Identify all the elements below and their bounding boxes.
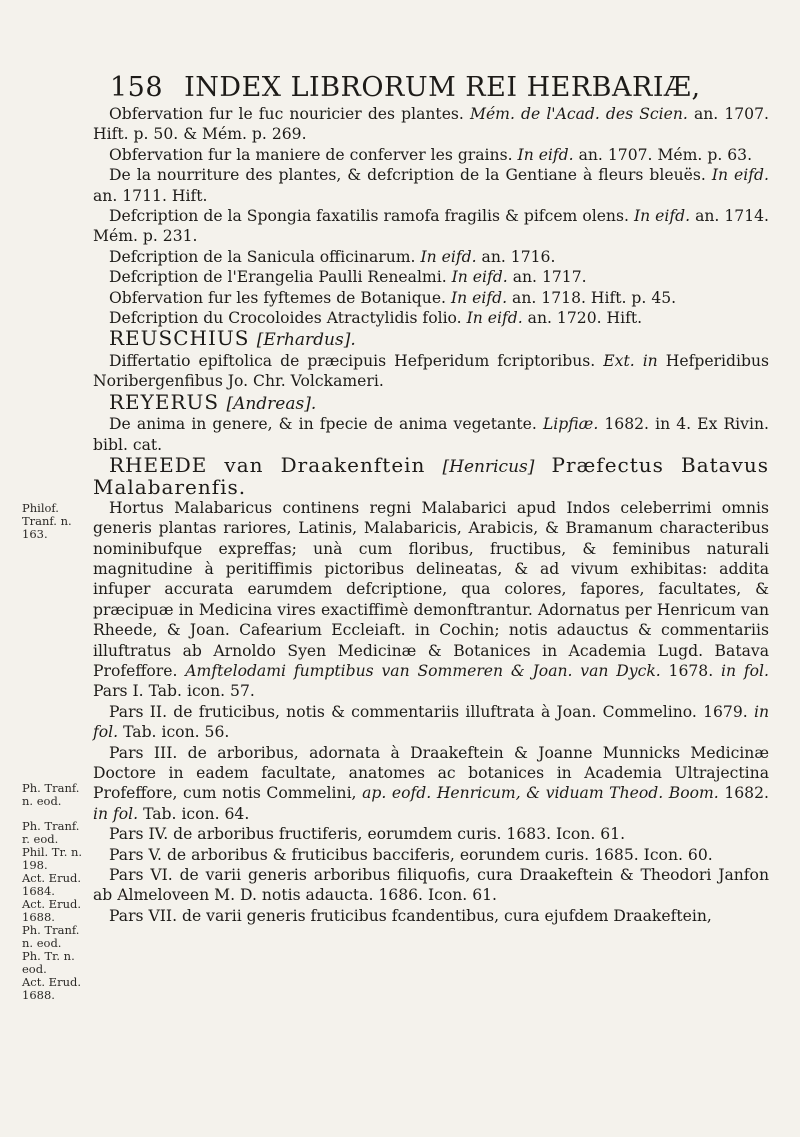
margin-note: Ph. Tranf. n. eod. <box>22 923 80 950</box>
index-entry: Pars II. de fruticibus, notis & commentariis illuftrata à Joan. Commelino. 1679. in fol. Tab. icon. 56. <box>93 702 769 742</box>
index-entry: Pars VII. de varii generis fruticibus fcandentibus, cura ejufdem Draakeftein, <box>109 906 712 925</box>
index-entry: Defcription de la Sanicula officinarum. In eifd. an. 1716. <box>109 247 556 266</box>
running-title: INDEX LIBRORUM REI HERBARIÆ, <box>184 72 701 103</box>
index-entry: Pars III. de arboribus, adornata à Draakeftein & Joanne Munnicks Medicinæ Doctore in eadem facultate, anatomes ac botanices in Academia Ultrajectina Profeffore, cum notis Commelini, ap. eofd. Henricum, & viduam Theod. Boom. 1682. in fol. Tab. icon. 64. <box>93 743 769 823</box>
index-entry: Defcription du Crocoloides Atractylidis folio. In eifd. an. 1720. Hift. <box>109 309 643 328</box>
index-entry: Hortus Malabaricus continens regni Malabarici apud Indos celeberrimi omnis generis plantas rariores, Latinis, Malabaricis, Arabicis, & Bramanum characteribus nominibufque expreffas; unà cum floribus, fructibus, & feminibus naturali magnitudine à peritiffimis pictoribus delineatas, & ad vivum exhibitas: addita infuper accurata earumdem defcriptione, qua colores, fapores, facultates, & præcipuæ in Medicina vires exactiffimè demonftrantur. Adornatus per Henricum van Rheede, & Joan. Cafearium Eccleiaft. in Cochin; notis adauctus & commentariis illuftratus ab Arnoldo Syen Medicinæ & Botanices in Academia Lugd. Batava Profeffore. Amftelodami fumptibus van Sommeren & Joan. van Dyck. 1678. in fol. Pars I. Tab. icon. 57. <box>93 498 769 701</box>
index-entry: Pars IV. de arboribus fructiferis, eorumdem curis. 1683. Icon. 61. <box>109 825 626 844</box>
margin-note: Act. Erud. 1688. <box>22 897 81 924</box>
index-entry: Differtatio epiftolica de præcipuis Hefperidum fcriptoribus. Ext. in Hefperidibus Noribergenfibus Jo. Chr. Volckameri. <box>93 351 769 391</box>
author-heading: REUSCHIUS [Erhardus]. <box>109 326 356 351</box>
margin-note: Philof. Tranf. n. 163. <box>22 501 72 541</box>
index-entry: Obfervation fur le fuc nouricier des plantes. Mém. de l'Acad. des Scien. an. 1707. Hift. p. 50. & Mém. p. 269. <box>93 105 769 144</box>
author-heading: REYERUS [Andreas]. <box>109 389 317 414</box>
index-body <box>93 104 769 926</box>
index-entry: Obfervation fur la maniere de conferver les grains. In eifd. an. 1707. Mém. p. 63. <box>109 145 753 164</box>
margin-note: Ph. Tr. n. eod. <box>22 949 75 976</box>
index-entry: Defcription de la Spongia faxatilis ramofa fragilis & pifcem olens. In eifd. an. 1714. Mém. p. 231. <box>93 207 769 246</box>
index-entry: Pars VI. de varii generis arboribus filiquofis, cura Draakeftein & Theodori Janfon ab Almeloveen M. D. notis adaucta. 1686. Icon. 61. <box>93 866 769 905</box>
index-entry: De anima in genere, & in fpecie de anima vegetante. Lipfiæ. 1682. in 4. Ex Rivin. bibl. cat. <box>93 415 769 454</box>
running-header <box>110 72 770 103</box>
margin-note: Phil. Tr. n. 198. <box>22 845 83 872</box>
index-entry: Pars V. de arboribus & fruticibus bacciferis, eorundem curis. 1685. Icon. 60. <box>109 845 713 864</box>
margin-note: Act. Erud. 1688. <box>22 975 81 1002</box>
margin-note: Act. Erud. 1684. <box>22 871 81 898</box>
margin-note: Ph. Tranf. r. eod. <box>22 819 80 846</box>
index-entry: Obfervation fur les fyftemes de Botanique. In eifd. an. 1718. Hift. p. 45. <box>109 288 677 307</box>
index-entry: De la nourriture des plantes, & defcription de la Gentiane à fleurs bleuës. In eifd. an. 1711. Hift. <box>93 166 769 205</box>
author-heading: RHEEDE van Draakenftein [Henricus] Præfectus Batavus Malabarenfis. <box>93 452 770 500</box>
index-entry: Defcription de l'Erangelia Paulli Renealmi. In eifd. an. 1717. <box>109 268 587 287</box>
margin-note: Ph. Tranf. n. eod. <box>22 781 80 808</box>
page-number: 158 <box>110 72 164 103</box>
